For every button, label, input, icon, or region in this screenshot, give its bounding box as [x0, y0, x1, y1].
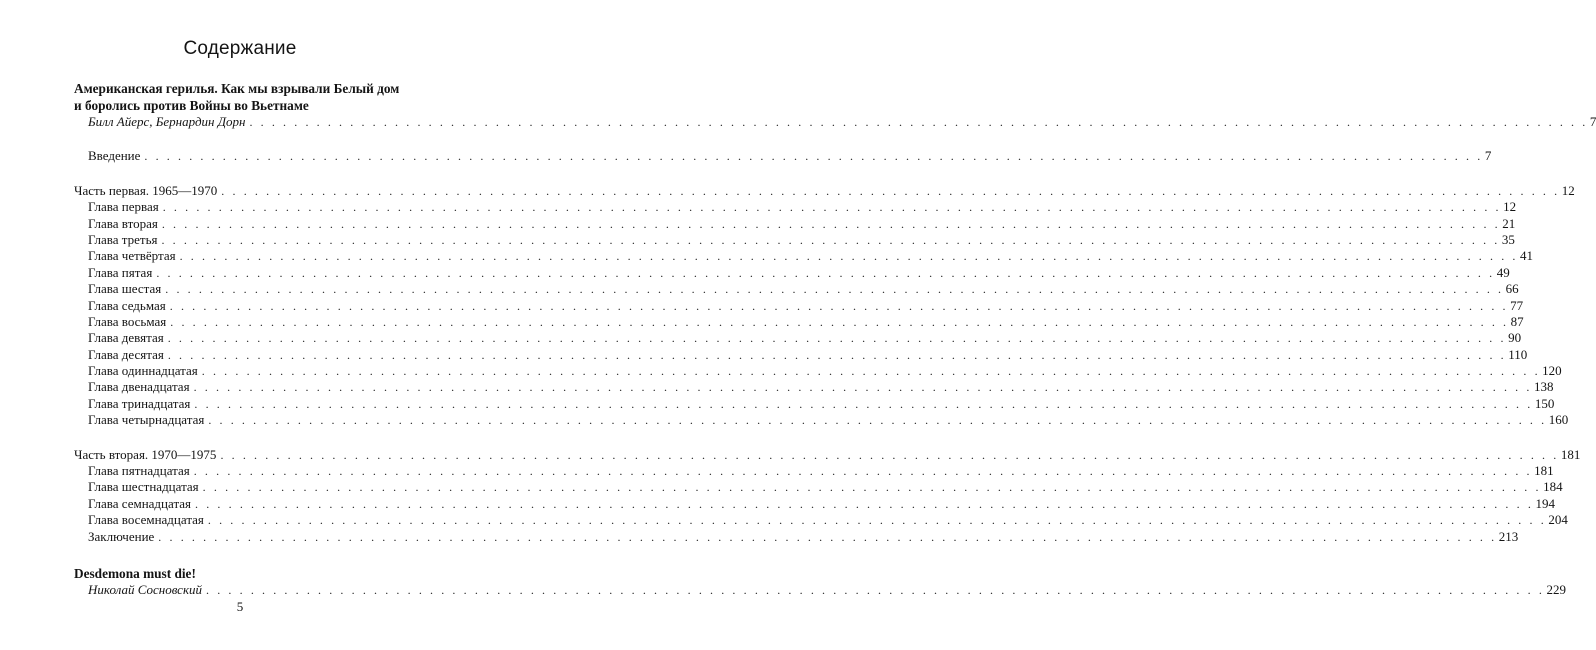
toc-entry-label: Глава четырнадцатая — [88, 412, 205, 428]
toc-entry-page: 150 — [1534, 395, 1555, 411]
toc-entry-label: Заключение — [88, 528, 155, 544]
toc-entry-page: 12 — [1561, 182, 1575, 198]
toc-entry-page: 90 — [1508, 330, 1522, 346]
table-of-contents — [74, 80, 1596, 598]
toc-entry[interactable] — [74, 313, 1524, 330]
dot-leader: . . . . . . . . . . . . . . . . . . . . . . . . . . . . . . . . . . . . . . . . . . . . . . . . . . . . . . . . . . . . . . . . . . . . . . . . . . . . . . . . . . . . . . . . . . . . . . . . . . . . . . . . . . . . . . . . . . . . . . . . — [169, 298, 1509, 313]
toc-entry-page: 41 — [1520, 248, 1534, 264]
toc-entry[interactable] — [74, 512, 1568, 528]
toc-entry[interactable] — [74, 148, 1492, 164]
toc-entry-label: Глава двенадцатая — [88, 379, 190, 395]
dot-leader: . . . . . . . . . . . . . . . . . . . . . . . . . . . . . . . . . . . . . . . . . . . . . . . . . . . . . . . . . . . . . . . . . . . . . . . . . . . . . . . . . . . . . . . . . . . . . . . . . . . . . . . . . . . . . . . . . . . . . . . . — [206, 582, 1545, 597]
dot-leader: . . . . . . . . . . . . . . . . . . . . . . . . . . . . . . . . . . . . . . . . . . . . . . . . . . . . . . . . . . . . . . . . . . . . . . . . . . . . . . . . . . . . . . . . . . . . . . . . . . . . . . . . . . . . . . . . . . . . . . . . — [195, 496, 1534, 511]
dot-leader: . . . . . . . . . . . . . . . . . . . . . . . . . . . . . . . . . . . . . . . . . . . . . . . . . . . . . . . . . . . . . . . . . . . . . . . . . . . . . . . . . . . . . . . . . . . . . . . . . . . . . . . . . . . . . . . . . . . . . . . . — [158, 529, 1497, 544]
dot-leader: . . . . . . . . . . . . . . . . . . . . . . . . . . . . . . . . . . . . . . . . . . . . . . . . . . . . . . . . . . . . . . . . . . . . . . . . . . . . . . . . . . . . . . . . . . . . . . . . . . . . . . . . . . . . . . . . . . . . . . . . — [167, 331, 1507, 346]
toc-entry-label: Глава десятая — [88, 346, 164, 362]
toc-entry[interactable] — [74, 182, 1575, 199]
toc-entry[interactable] — [74, 215, 1516, 232]
toc-entry-label: Глава первая — [88, 199, 159, 215]
toc-entry[interactable] — [74, 363, 1562, 379]
toc-entry[interactable] — [74, 114, 1596, 130]
dot-leader: . . . . . . . . . . . . . . . . . . . . . . . . . . . . . . . . . . . . . . . . . . . . . . . . . . . . . . . . . . . . . . . . . . . . . . . . . . . . . . . . . . . . . . . . . . . . . . . . . . . . . . . . . . . . . . . . . . . . . . . . — [201, 364, 1541, 379]
toc-entry-page: 12 — [1503, 199, 1517, 215]
section-heading: Американская герилья. Как мы взрывали Белый дом — [74, 81, 400, 96]
dot-leader: . . . . . . . . . . . . . . . . . . . . . . . . . . . . . . . . . . . . . . . . . . . . . . . . . . . . . . . . . . . . . . . . . . . . . . . . . . . . . . . . . . . . . . . . . . . . . . . . . . . . . . . . . . . . . . . . . . . . . . . . — [221, 183, 1560, 198]
toc-entry-label: Глава пятнадцатая — [88, 463, 190, 479]
toc-entry[interactable] — [74, 297, 1524, 314]
toc-entry-label: Глава одиннадцатая — [88, 363, 198, 379]
toc-entry[interactable] — [74, 199, 1517, 215]
toc-entry-label: Глава шестнадцатая — [88, 479, 199, 495]
dot-leader: . . . . . . . . . . . . . . . . . . . . . . . . . . . . . . . . . . . . . . . . . . . . . . . . . . . . . . . . . . . . . . . . . . . . . . . . . . . . . . . . . . . . . . . . . . . . . . . . . . . . . . . . . . . . . . . . . . . . . . . . — [208, 413, 1547, 428]
toc-entry-label: Глава девятая — [88, 330, 164, 346]
toc-entry-page: 49 — [1496, 264, 1510, 280]
toc-entry[interactable] — [74, 446, 1581, 463]
toc-entry-label: Глава четвёртая — [88, 248, 176, 264]
toc-entry-page: 77 — [1510, 297, 1524, 313]
section-gap — [74, 429, 402, 447]
toc-entry-page: 35 — [1501, 231, 1515, 247]
toc-entry-page: 138 — [1533, 379, 1554, 395]
dot-leader: . . . . . . . . . . . . . . . . . . . . . . . . . . . . . . . . . . . . . . . . . . . . . . . . . . . . . . . . . . . . . . . . . . . . . . . . . . . . . . . . . . . . . . . . . . . . . . . . . . . . . . . . . . . . . . . . . . . . . . . . — [193, 380, 1532, 395]
section-heading: Desdemona must die! — [74, 565, 196, 581]
toc-entry-label: Введение — [88, 148, 141, 164]
toc-entry-label: Билл Айерс, Бернардин Дорн — [88, 114, 246, 129]
toc-entry[interactable] — [74, 581, 1566, 598]
toc-entry-page: 7 — [1484, 148, 1492, 164]
toc-entry-page: 229 — [1546, 581, 1566, 597]
dot-leader: . . . . . . . . . . . . . . . . . . . . . . . . . . . . . . . . . . . . . . . . . . . . . . . . . . . . . . . . . . . . . . . . . . . . . . . . . . . . . . . . . . . . . . . . . . . . . . . . . . . . . . . . . . . . . . . . . . . . . . . . — [202, 480, 1542, 495]
toc-entry-page: 181 — [1560, 446, 1581, 462]
toc-entry[interactable] — [74, 463, 1554, 479]
toc-entry-page: 110 — [1508, 346, 1528, 362]
toc-entry-page: 7 — [1589, 114, 1596, 129]
toc-entry[interactable] — [74, 248, 1534, 264]
dot-leader: . . . . . . . . . . . . . . . . . . . . . . . . . . . . . . . . . . . . . . . . . . . . . . . . . . . . . . . . . . . . . . . . . . . . . . . . . . . . . . . . . . . . . . . . . . . . . . . . . . . . . . . . . . . . . . . . . . . . . . . . — [161, 232, 1500, 247]
toc-entry-page: 120 — [1542, 363, 1562, 379]
page-title: Содержание — [183, 38, 297, 59]
toc-entry-label: Глава вторая — [88, 215, 158, 231]
dot-leader: . . . . . . . . . . . . . . . . . . . . . . . . . . . . . . . . . . . . . . . . . . . . . . . . . . . . . . . . . . . . . . . . . . . . . . . . . . . . . . . . . . . . . . . . . . . . . . . . . . . . . . . . . . . . . . . . . . . . . . . . — [156, 265, 1495, 280]
toc-entry-page: 21 — [1502, 215, 1516, 231]
dot-leader: . . . . . . . . . . . . . . . . . . . . . . . . . . . . . . . . . . . . . . . . . . . . . . . . . . . . . . . . . . . . . . . . . . . . . . . . . . . . . . . . . . . . . . . . . . . . . . . . . . . . . . . . . . . . . . . . . . . . . . . . — [220, 447, 1559, 462]
toc-entry-label: Глава семнадцатая — [88, 495, 192, 511]
dot-leader: . . . . . . . . . . . . . . . . . . . . . . . . . . . . . . . . . . . . . . . . . . . . . . . . . . . . . . . . . . . . . . . . . . . . . . . . . . . . . . . . . . . . . . . . . . . . . . . . . . . . . . . . . . . . . . . . . . . . . . . . — [207, 513, 1547, 528]
toc-entry[interactable] — [74, 479, 1563, 495]
toc-entry-page: 213 — [1498, 528, 1519, 544]
dot-leader: . . . . . . . . . . . . . . . . . . . . . . . . . . . . . . . . . . . . . . . . . . . . . . . . . . . . . . . . . . . . . . . . . . . . . . . . . . . . . . . . . . . . . . . . . . . . . . . . . . . . . . . . . . . . . . . . . . . . . . . . — [165, 282, 1504, 297]
dot-leader: . . . . . . . . . . . . . . . . . . . . . . . . . . . . . . . . . . . . . . . . . . . . . . . . . . . . . . . . . . . . . . . . . . . . . . . . . . . . . . . . . . . . . . . . . . . . . . . . . . . . . . . . . . . . . . . . . . . . . . . . — [193, 464, 1533, 479]
toc-entry-label: Глава шестая — [88, 281, 162, 297]
toc-entry-page: 181 — [1534, 463, 1554, 479]
dot-leader: . . . . . . . . . . . . . . . . . . . . . . . . . . . . . . . . . . . . . . . . . . . . . . . . . . . . . . . . . . . . . . . . . . . . . . . . . . . . . . . . . . . . . . . . . . . . . . . . . . . . . . . . . . . . . . . . . . . . . . . . — [194, 396, 1533, 411]
toc-entry[interactable] — [74, 330, 1522, 346]
dot-leader: . . . . . . . . . . . . . . . . . . . . . . . . . . . . . . . . . . . . . . . . . . . . . . . . . . . . . . . . . . . . . . . . . . . . . . . . . . . . . . . . . . . . . . . . . . . . . . . . . . . . . . . . . . . . . . . . . . . . . . . . — [249, 115, 1588, 129]
toc-entry-label: Часть вторая. 1970—1975 — [74, 446, 217, 462]
toc-entry[interactable] — [74, 264, 1510, 281]
toc-entry-label: Глава восемнадцатая — [88, 512, 204, 528]
section-heading: и боролись против Войны во Вьетнаме — [74, 98, 309, 113]
toc-entry-page: 204 — [1548, 512, 1568, 528]
toc-entry[interactable] — [74, 281, 1519, 297]
dot-leader: . . . . . . . . . . . . . . . . . . . . . . . . . . . . . . . . . . . . . . . . . . . . . . . . . . . . . . . . . . . . . . . . . . . . . . . . . . . . . . . . . . . . . . . . . . . . . . . . . . . . . . . . . . . . . . . . . . . . . . . . — [144, 149, 1483, 164]
toc-entry-page: 194 — [1535, 495, 1555, 511]
toc-entry-page: 184 — [1543, 479, 1563, 495]
toc-entry[interactable] — [74, 528, 1519, 545]
toc-entry[interactable] — [74, 379, 1554, 395]
toc-entry[interactable] — [74, 231, 1515, 248]
dot-leader: . . . . . . . . . . . . . . . . . . . . . . . . . . . . . . . . . . . . . . . . . . . . . . . . . . . . . . . . . . . . . . . . . . . . . . . . . . . . . . . . . . . . . . . . . . . . . . . . . . . . . . . . . . . . . . . . . . . . . . . . — [167, 347, 1507, 362]
toc-entry-label: Глава тринадцатая — [88, 395, 191, 411]
toc-entry[interactable] — [74, 412, 1569, 428]
section-gap — [74, 545, 402, 565]
toc-entry[interactable] — [74, 395, 1555, 412]
dot-leader: . . . . . . . . . . . . . . . . . . . . . . . . . . . . . . . . . . . . . . . . . . . . . . . . . . . . . . . . . . . . . . . . . . . . . . . . . . . . . . . . . . . . . . . . . . . . . . . . . . . . . . . . . . . . . . . . . . . . . . . . — [170, 314, 1509, 329]
toc-entry[interactable] — [74, 346, 1528, 363]
toc-entry-label: Глава седьмая — [88, 297, 166, 313]
toc-entry[interactable] — [74, 495, 1555, 512]
toc-entry-label: Глава восьмая — [88, 313, 167, 329]
dot-leader: . . . . . . . . . . . . . . . . . . . . . . . . . . . . . . . . . . . . . . . . . . . . . . . . . . . . . . . . . . . . . . . . . . . . . . . . . . . . . . . . . . . . . . . . . . . . . . . . . . . . . . . . . . . . . . . . . . . . . . . . — [161, 216, 1501, 231]
section-gap — [74, 165, 402, 183]
page-number: 5 — [236, 599, 244, 614]
toc-entry-page: 87 — [1510, 313, 1524, 329]
toc-entry-page: 160 — [1548, 412, 1569, 428]
toc-entry-page: 66 — [1505, 281, 1519, 297]
toc-entry-label: Николай Сосновский — [88, 581, 203, 597]
toc-entry-label: Глава третья — [88, 231, 158, 247]
toc-entry-label: Часть первая. 1965—1970 — [74, 182, 218, 198]
toc-entry-label: Глава пятая — [88, 264, 153, 280]
dot-leader: . . . . . . . . . . . . . . . . . . . . . . . . . . . . . . . . . . . . . . . . . . . . . . . . . . . . . . . . . . . . . . . . . . . . . . . . . . . . . . . . . . . . . . . . . . . . . . . . . . . . . . . . . . . . . . . . . . . . . . . . — [179, 249, 1519, 264]
entry-gap — [74, 130, 402, 148]
dot-leader: . . . . . . . . . . . . . . . . . . . . . . . . . . . . . . . . . . . . . . . . . . . . . . . . . . . . . . . . . . . . . . . . . . . . . . . . . . . . . . . . . . . . . . . . . . . . . . . . . . . . . . . . . . . . . . . . . . . . . . . . — [162, 200, 1502, 215]
